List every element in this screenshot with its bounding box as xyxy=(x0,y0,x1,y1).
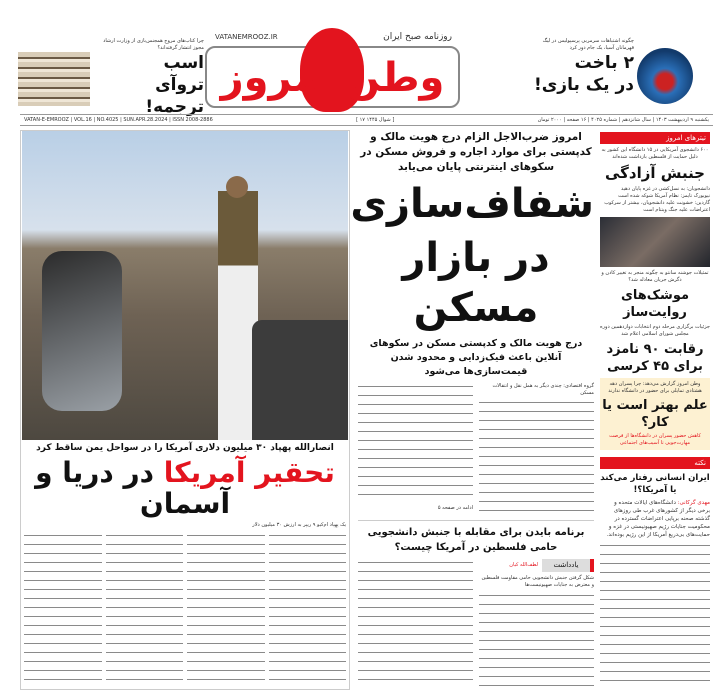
right-teaser-headline-2: در یک بازی! xyxy=(533,75,634,95)
bullet: دانشجویان: به نسل‌کشی در غزه پایان دهید xyxy=(621,186,710,192)
photo-story-body xyxy=(24,532,102,688)
opinion-headline[interactable]: برنامه بایدن برای مقابله با جنبش دانشجویی حامی فلسطین در آمریکا چیست؟ xyxy=(367,527,585,553)
opinion-label xyxy=(542,559,594,572)
right-teaser-headline-1: ۲ باخت xyxy=(574,53,634,73)
note-body-lines xyxy=(600,542,710,688)
opinion-body-start: شکل گرفتن جنبش دانشجویی حامی مقاومت فلسطین و معترض به جنایات صهیونیست‌ها xyxy=(481,575,594,588)
newspaper-logo[interactable] xyxy=(205,28,460,112)
lead-headline-2[interactable]: در بازار مسکن xyxy=(402,235,550,331)
bullet: نیویورک تایمز: نظام آمریکا شوکه شده است xyxy=(618,193,710,199)
sidebar-item1-headline[interactable]: جنبش آزادگی xyxy=(605,164,705,182)
sidebar-item2-kicker: تمثیلات جوشنه سانتو به چگونه منجر به تغییر کادن و دگرش جریان معادله شد؟ xyxy=(601,270,709,283)
opinion-author: لطف‌الله کیان xyxy=(509,562,538,568)
logo-text: وطن امروز xyxy=(220,55,445,101)
photo-story-text xyxy=(24,443,346,688)
football-image xyxy=(637,48,693,104)
headline-black-part: در دریا و آسمان xyxy=(35,456,231,520)
left-teaser-kicker: چرا کتاب‌های مروج همجنس‌بازی از وزارت ارشاد مجوز انتشار گرفته‌اند؟ xyxy=(103,38,204,51)
website-url: VATANEMROOZ.IR xyxy=(215,33,278,41)
sidebar-item4-headline: علم بهتر است یا کار؟ xyxy=(602,398,708,430)
issue-info-persian: یکشنبه ۹ اردیبهشت ۱۴۰۳ | سال شانزدهم | شماره ۴۰۲۵ | ۱۶ صفحه | ۲۰۰۰ تومان xyxy=(537,117,709,123)
photo-story-headline[interactable] xyxy=(24,457,346,519)
opinion-body xyxy=(479,592,594,688)
issue-info-hijri: [ ۱۷ شوال ۱۴۴۵ ] xyxy=(356,117,395,123)
sidebar-item3-headline[interactable]: رقابت ۹۰ نامزد برای ۴۵ کرسی xyxy=(606,342,704,374)
student-protest-photo xyxy=(600,217,710,267)
note-label: نکته xyxy=(600,457,710,469)
middle-column xyxy=(350,130,594,688)
sidebar-section-label: تیترهای امروز xyxy=(600,132,710,144)
sidebar-item4-box[interactable] xyxy=(600,378,710,450)
issue-info-bar xyxy=(20,114,713,126)
lead-continued[interactable]: ادامه در صفحه ۵ xyxy=(437,505,473,511)
photo-story-body-col xyxy=(269,532,347,688)
sidebar-item1-kicker: ۶۰۰ دانشجوی آمریکایی در ۱۵ دانشگاه این کشور به دلیل حمایت از فلسطین بازداشت شده‌اند xyxy=(601,147,709,160)
lead-headline-1[interactable]: شفاف‌سازی xyxy=(350,181,594,227)
lead-body xyxy=(479,399,594,512)
sidebar xyxy=(598,128,712,688)
opinion-label-text: یادداشت xyxy=(553,561,579,569)
bullet: گاردین: خشونت علیه دانشجویان، بیشتر از سرکوب اعتراضات علیه جنگ ویتنام است xyxy=(604,200,710,213)
note-author: مهدی گرکانی: xyxy=(677,500,710,506)
sidebar-item2-headline[interactable]: موشک‌های روایت‌ساز xyxy=(620,288,690,320)
left-teaser-headline-2: تروآی ترجمه! xyxy=(145,75,204,117)
photo-story-body-col xyxy=(106,532,184,688)
books-image xyxy=(18,52,90,106)
photo-story-body-start: یک پهپاد ام‌کیو ۹ ریپر به ارزش ۳۰ میلیون دلار xyxy=(252,522,346,528)
lead-body-start: گروه اقتصادی: چندی دیگر به همل نقل و انتقالات مسکن xyxy=(492,383,594,396)
sidebar-item3-kicker: جزئیات برگزاری مرحله دوم انتخابات دوازدهمین دوره مجلس شورای اسلامی اعلام شد xyxy=(600,324,710,337)
left-teaser-headline-1: اسب xyxy=(163,53,204,73)
sidebar-item4-footer: کاهش حضور پسران در دانشگاه‌ها از فرصت مهارت‌جویی تا آسیب‌های اجتماعی xyxy=(609,433,701,446)
right-teaser-kicker: چگونه اشتباهات سرمربی پرسپولیس در لیگ قهرمانان آسیا، یک جام دور کرد xyxy=(542,38,634,51)
left-teaser[interactable] xyxy=(92,38,204,118)
tagline: روزنامه صبح ایران xyxy=(383,32,452,42)
issue-info-latin: VATAN-E-EMROOZ | VOL.16 | NO.4025 | SUN.APR.28.2024 | ISSN 2008-2886 xyxy=(24,117,213,123)
note-headline[interactable]: ایران انسانی رفتار می‌کند یا آمریکا؟! xyxy=(600,473,710,495)
sidebar-item1-bullets xyxy=(600,186,710,214)
opinion-body-col xyxy=(358,559,473,688)
headline-red-part: تحقیر آمریکا xyxy=(163,456,335,489)
sidebar-item4-kicker: وطن امروز گزارش می‌دهد: چرا پسران دهه هشتادی تمایلی برای حضور در دانشگاه ندارند xyxy=(608,381,702,394)
note-text: دانشگاه‌های ایالات متحده و برخی دیگر از کشورهای غرب طی روزهای گذشته صحنه برپایی اعتراضات گسترده در محکومیت جنایات رژیم صهیونیستی در غزه و حمایت‌های بی‌دریغ آمریکا از این رژیم بوده‌اند. xyxy=(606,500,710,538)
note-body xyxy=(600,499,710,539)
right-teaser[interactable] xyxy=(526,38,634,96)
photo-story-body-col xyxy=(187,532,265,688)
lead-body-col xyxy=(358,383,473,503)
photo-story-kicker[interactable]: انصارالله پهپاد ۳۰ میلیون دلاری آمریکا را در سواحل یمن ساقط کرد xyxy=(36,443,334,453)
lead-subhead: درج هویت مالک و کدپستی مسکن در سکوهای آنلاین باعث فیک‌زدایی و محدود شدن قیمت‌سازی‌ها می‌شود xyxy=(369,338,583,377)
lead-kicker[interactable]: امروز ضرب‌الاجل الزام درج هویت مالک و کدپستی برای موارد اجاره و فروش مسکن در سکوهای اینترنتی پایان می‌یابد xyxy=(360,131,592,173)
